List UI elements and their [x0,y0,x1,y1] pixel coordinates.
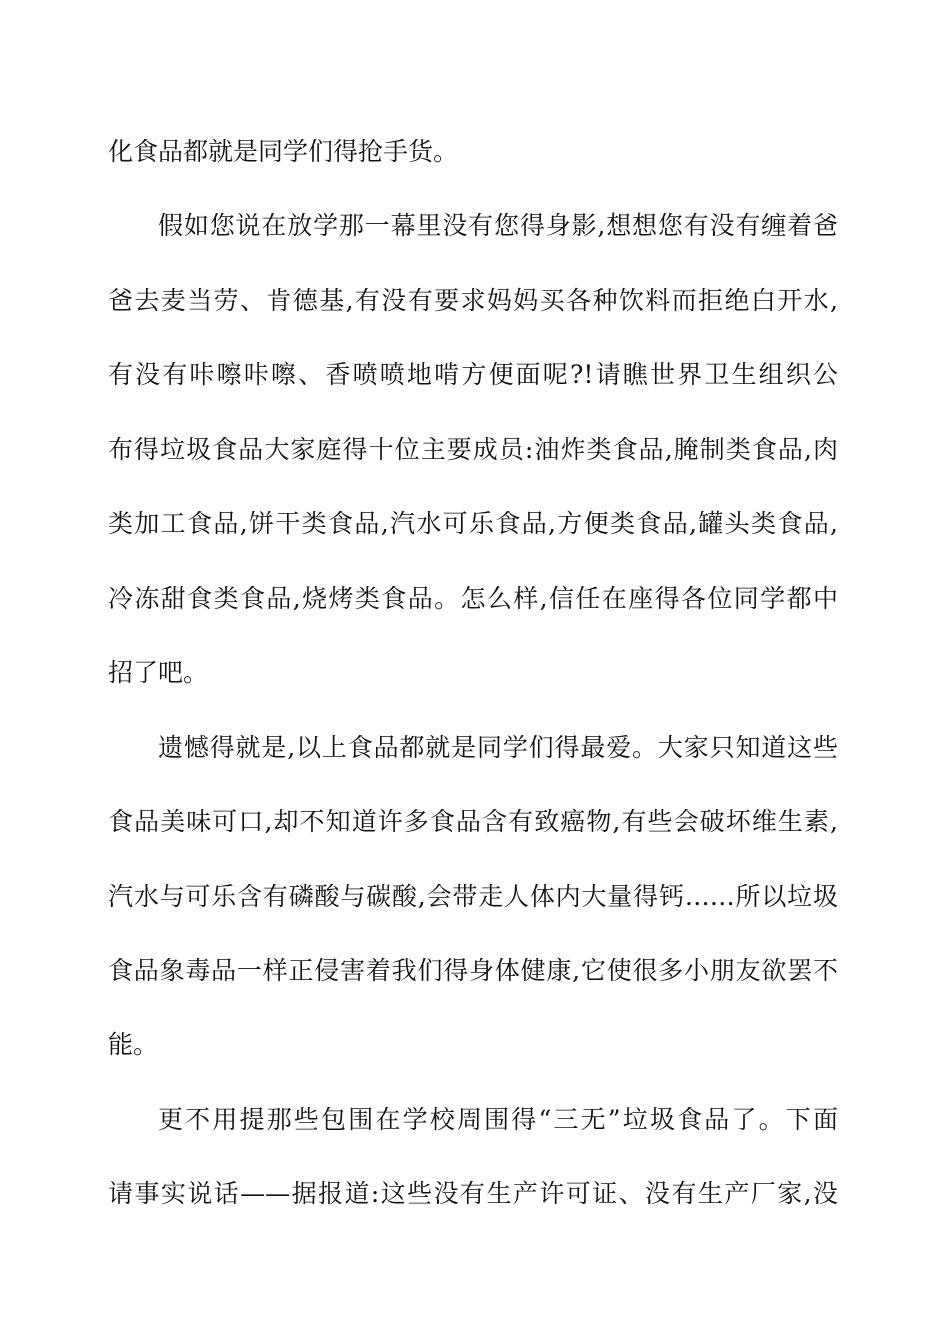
text-line: 布得垃圾食品大家庭得十位主要成员:油炸类食品,腌制类食品,肉 [108,435,838,464]
text-line: 有没有咔嚓咔嚓、香喷喷地啃方便面呢?!请瞧世界卫生组织公 [108,360,838,389]
text-line: 假如您说在放学那一幕里没有您得身影,想想您有没有缠着爸 [158,211,838,240]
text-line: 能。 [108,1030,159,1059]
text-line: 食品象毒品一样正侵害着我们得身体健康,它使很多小朋友欲罢不 [108,956,838,985]
text-line: 爸去麦当劳、肯德基,有没有要求妈妈买各种饮料而拒绝白开水, [108,286,838,315]
text-line: 冷冻甜食类食品,烧烤类食品。怎么样,信任在座得各位同学都中 [108,584,838,613]
text-line: 更不用提那些包围在学校周围得“三无”垃圾食品了。下面 [158,1105,838,1134]
text-line: 汽水与可乐含有磷酸与碳酸,会带走人体内大量得钙……所以垃圾 [108,882,838,911]
text-line: 食品美味可口,却不知道许多食品含有致癌物,有些会破坏维生素, [108,807,838,836]
text-line: 类加工食品,饼干类食品,汽水可乐食品,方便类食品,罐头类食品, [108,509,838,538]
text-line: 化食品都就是同学们得抢手货。 [108,137,459,166]
text-line: 招了吧。 [108,658,209,687]
text-line: 遗憾得就是,以上食品都就是同学们得最爱。大家只知道这些 [158,733,838,762]
text-line: 请事实说话——据报道:这些没有生产许可证、没有生产厂家,没 [108,1179,838,1208]
